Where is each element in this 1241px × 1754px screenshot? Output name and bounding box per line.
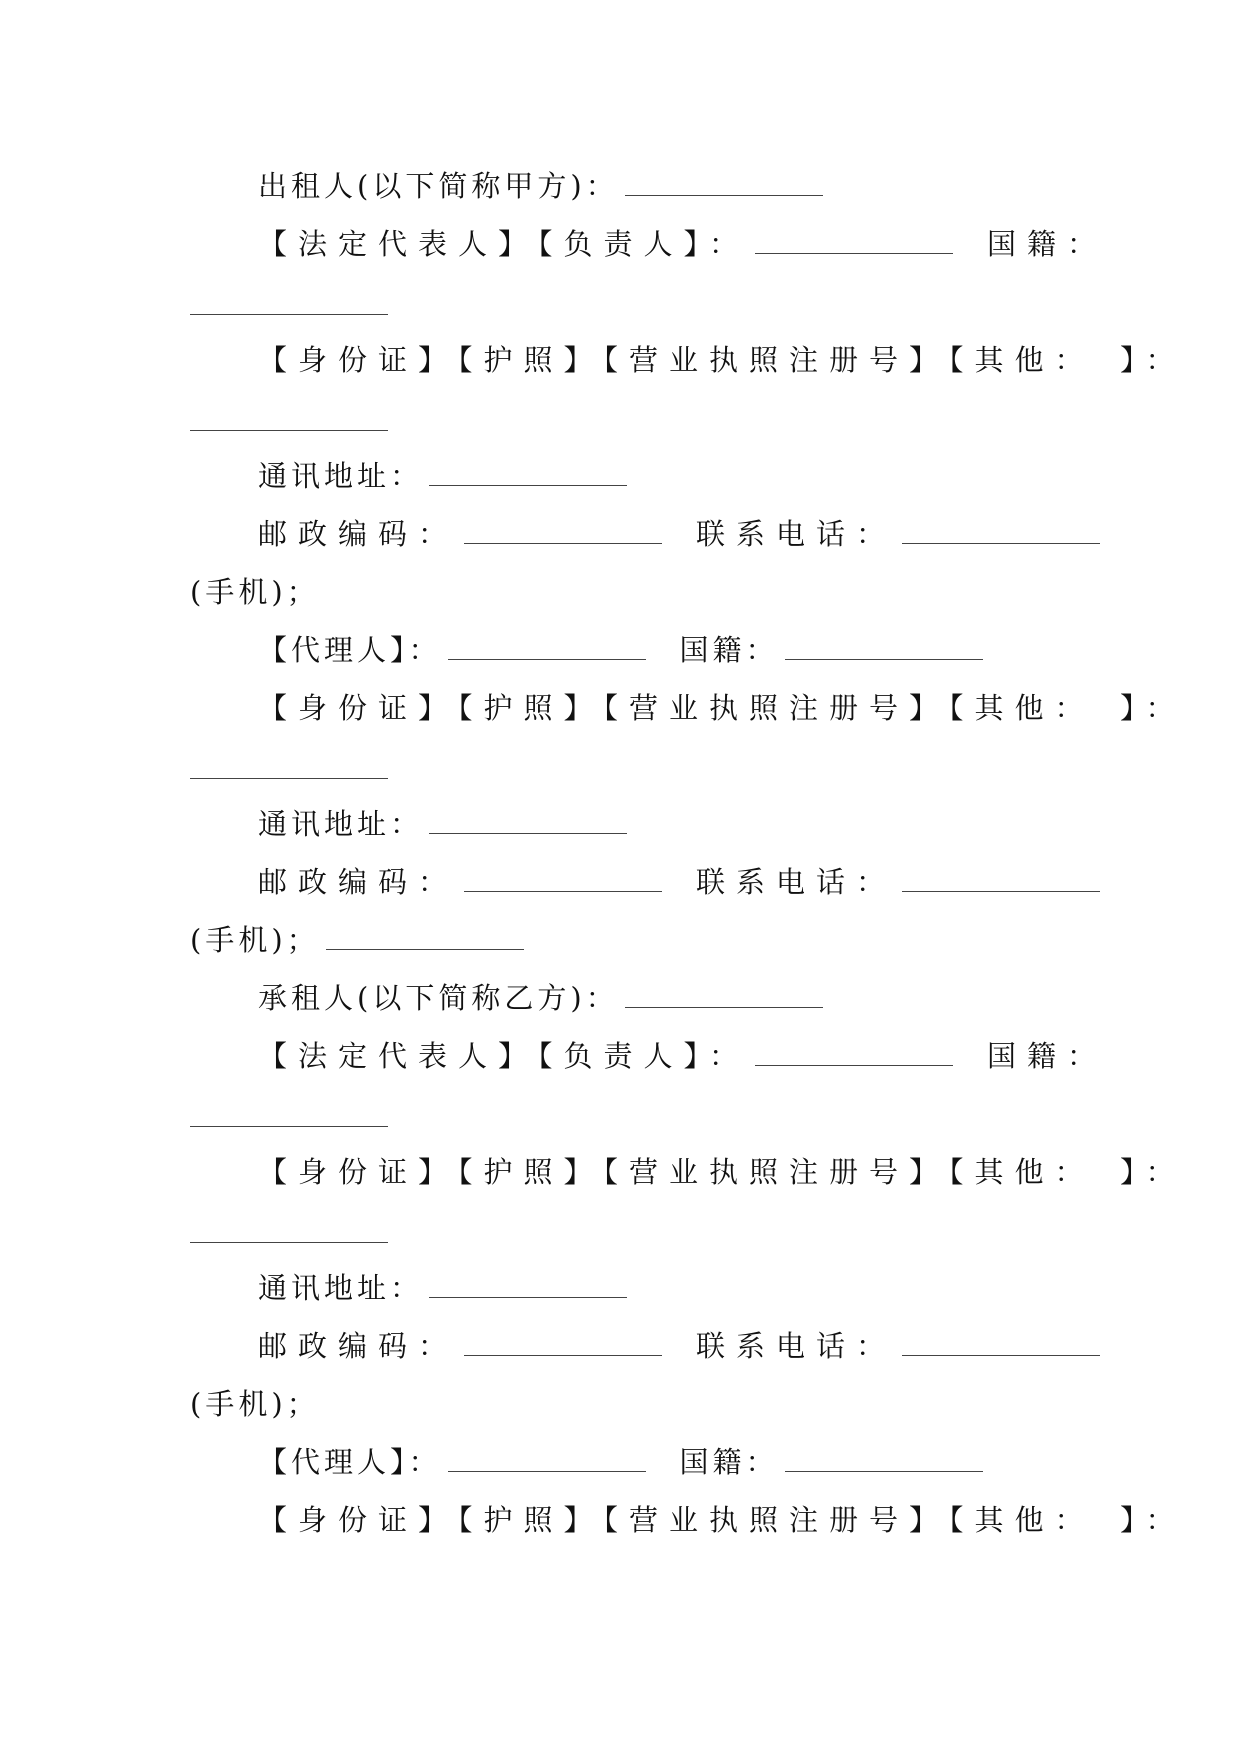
lessor-postcode-blank: [464, 542, 662, 544]
lessee-phone-blank: [902, 1354, 1100, 1356]
lessee-rep-line: [190, 1034, 1128, 1078]
lessor-mobile-label: (手机)；: [190, 575, 320, 609]
lessee-agent-nationality-blank: [785, 1470, 983, 1472]
lessee-agent-id-line: [190, 1498, 1186, 1542]
lessee-postcode-label: 邮政编码：: [258, 1329, 459, 1363]
lessor-postcode-label: 邮政编码：: [258, 517, 459, 551]
lessee-agent-blank: [448, 1470, 646, 1472]
lessee-agent-line: [190, 1440, 1128, 1484]
lessee-address-line: [190, 1266, 1128, 1310]
lessor-rep-line: [190, 222, 1128, 266]
lessee-address-blank: [429, 1296, 627, 1298]
lessor-agent-blank: [448, 658, 646, 660]
lessor-phone-label: 联系电话：: [696, 517, 897, 551]
lessor-name-blank: [625, 194, 823, 196]
lessee-name-blank: [625, 1006, 823, 1008]
lessee-agent-id-label: 【身份证】【护照】【营业执照注册号】【其他： 】：: [258, 1503, 1186, 1537]
lessor-address-line: [190, 454, 1128, 498]
lessor-agent-address-line: [190, 802, 1128, 846]
lessee-id-blank: [190, 1241, 388, 1243]
lessor-agent-mobile-blank: [326, 948, 524, 950]
lessor-contact-line: [190, 512, 1128, 556]
lessee-phone-label: 联系电话：: [696, 1329, 897, 1363]
lessor-mobile-line: [190, 570, 1060, 614]
lessor-agent-label: 【代理人】：: [258, 633, 442, 667]
lessee-nationality-label: 国籍：: [987, 1039, 1108, 1073]
lessor-id-line: [190, 338, 1186, 382]
lessor-agent-nationality-label: 国籍：: [679, 633, 779, 667]
lessor-agent-phone-blank: [902, 890, 1100, 892]
lessor-rep-label: 【法定代表人】【负责人】：: [258, 227, 750, 261]
lessor-id-label: 【身份证】【护照】【营业执照注册号】【其他： 】：: [258, 343, 1186, 377]
lessor-id-blank: [190, 429, 388, 431]
lessee-address-label: 通讯地址：: [258, 1271, 424, 1305]
lessor-agent-nationality-blank: [785, 658, 983, 660]
lessee-heading: 承租人(以下简称乙方)：: [258, 981, 619, 1015]
lessee-mobile-label: (手机)；: [190, 1387, 320, 1421]
lessor-heading: 出租人(以下简称甲方)：: [258, 169, 619, 203]
lessor-phone-blank: [902, 542, 1100, 544]
lessor-agent-address-label: 通讯地址：: [258, 807, 424, 841]
lessor-rep-blank: [755, 252, 953, 254]
lessee-agent-label: 【代理人】：: [258, 1445, 442, 1479]
lessor-agent-mobile-line: [190, 918, 1060, 962]
lessee-contact-line: [190, 1324, 1128, 1368]
lessor-nationality-label: 国籍：: [987, 227, 1108, 261]
lessee-heading-line: [190, 976, 1128, 1020]
lessor-agent-postcode-blank: [464, 890, 662, 892]
lessor-agent-mobile-label: (手机)；: [190, 923, 320, 957]
lessor-agent-postcode-label: 邮政编码：: [258, 865, 459, 899]
lessor-agent-id-blank: [190, 777, 388, 779]
lessor-address-blank: [429, 484, 627, 486]
lessee-mobile-line: [190, 1382, 1060, 1426]
lessee-rep-blank: [755, 1064, 953, 1066]
lessor-agent-address-blank: [429, 832, 627, 834]
lessor-agent-id-label: 【身份证】【护照】【营业执照注册号】【其他： 】：: [258, 691, 1186, 725]
lessor-agent-line: [190, 628, 1128, 672]
lessee-agent-nationality-label: 国籍：: [679, 1445, 779, 1479]
lessee-id-line: [190, 1150, 1186, 1194]
lessee-id-label: 【身份证】【护照】【营业执照注册号】【其他： 】：: [258, 1155, 1186, 1189]
lessor-nationality-blank: [190, 313, 388, 315]
lessor-agent-phone-label: 联系电话：: [696, 865, 897, 899]
lessor-agent-contact-line: [190, 860, 1128, 904]
lessor-agent-id-line: [190, 686, 1186, 730]
lessee-rep-label: 【法定代表人】【负责人】：: [258, 1039, 750, 1073]
lessor-heading-line: [190, 164, 1128, 208]
lessee-postcode-blank: [464, 1354, 662, 1356]
lessor-address-label: 通讯地址：: [258, 459, 424, 493]
lessee-nationality-blank: [190, 1125, 388, 1127]
